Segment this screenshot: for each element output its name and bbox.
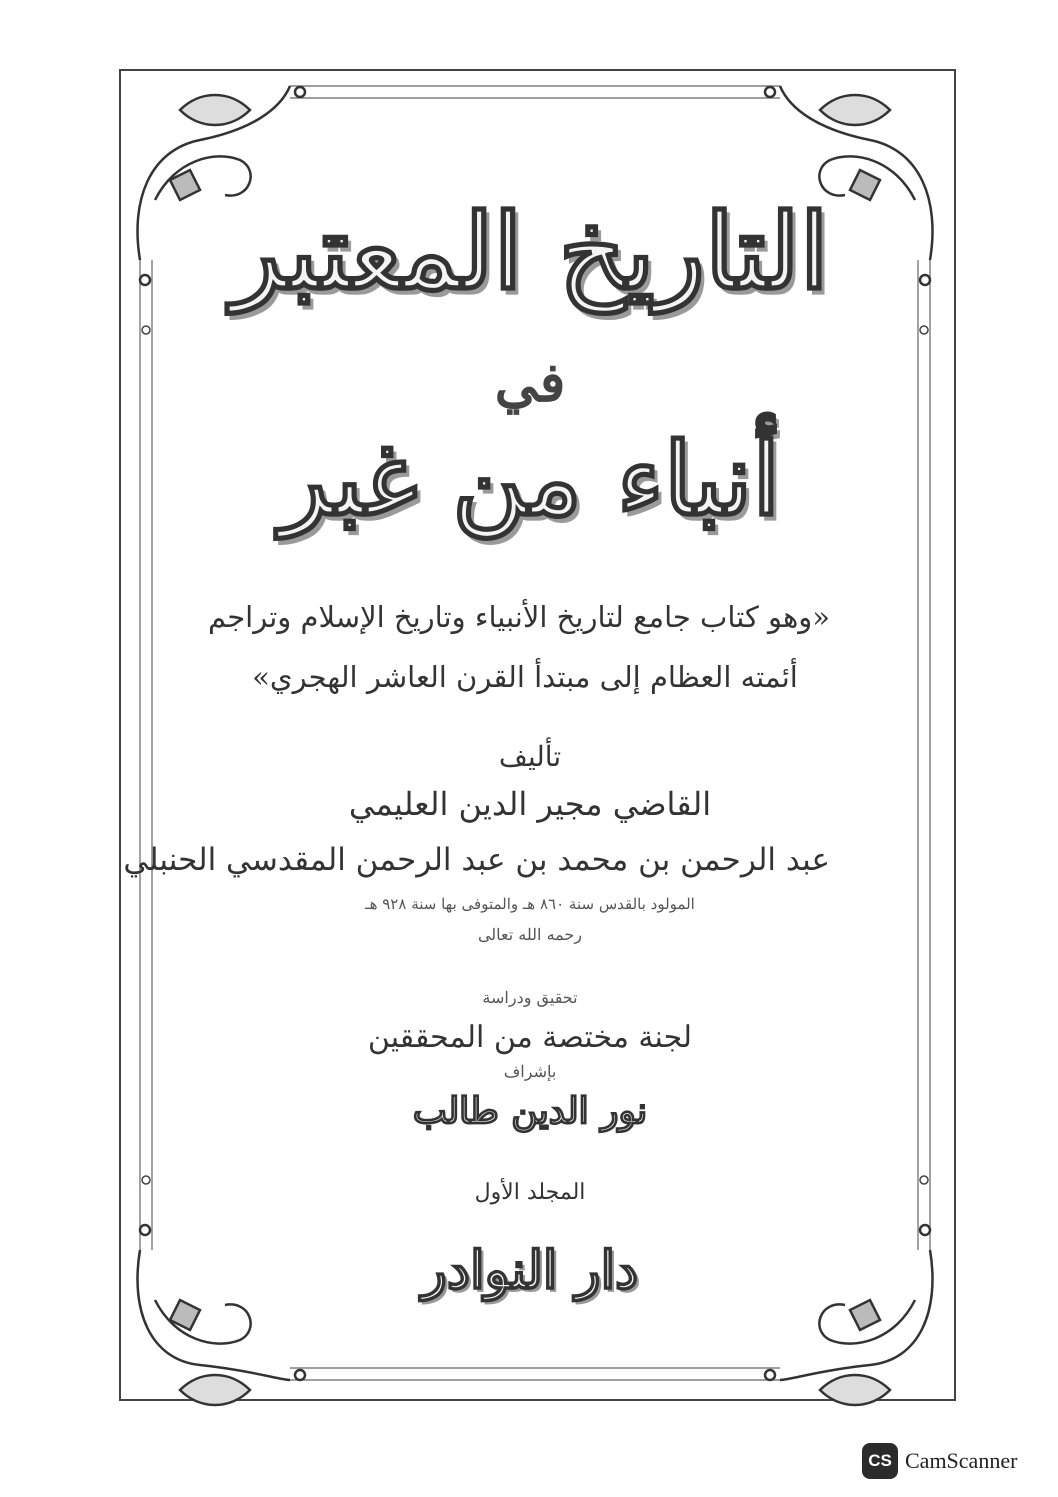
book-title: التاريخ المعتبر xyxy=(231,190,829,313)
author-prayer: رحمه الله تعالى xyxy=(477,925,583,944)
camscanner-icon: CS xyxy=(862,1443,898,1479)
tahqiq-committee: لجنة مختصة من المحققين xyxy=(367,1020,693,1055)
author-name-line-2: عبد الرحمن بن محمد بن عبد الرحمن المقدسي الحنبلي xyxy=(123,842,830,878)
supervision-label: بإشراف xyxy=(503,1062,557,1081)
description-line-1: «وهو كتاب جامع لتاريخ الأنبياء وتاريخ الإسلام وتراجم xyxy=(207,600,830,634)
book-subtitle: أنباء من غبر xyxy=(279,420,781,538)
author-dates: المولود بالقدس سنة ٨٦٠ هـ والمتوفى بها سنة ٩٢٨ هـ xyxy=(365,895,695,913)
title-connector: في xyxy=(494,350,566,414)
publisher-logo-text: دار النوادر xyxy=(421,1240,639,1301)
camscanner-label: CamScanner xyxy=(905,1448,1018,1473)
description-line-2: أئمته العظام إلى مبتدأ القرن العاشر الهجري» xyxy=(252,660,798,694)
tahqiq-label: تحقيق ودراسة xyxy=(482,988,578,1007)
author-label: تأليف xyxy=(498,740,562,773)
volume-label: المجلد الأول xyxy=(474,1180,586,1205)
cover-content xyxy=(123,150,830,1320)
author-name-line-1: القاضي مجير الدين العليمي xyxy=(348,785,712,823)
supervisor-name: نور الدين طالب xyxy=(412,1090,648,1132)
